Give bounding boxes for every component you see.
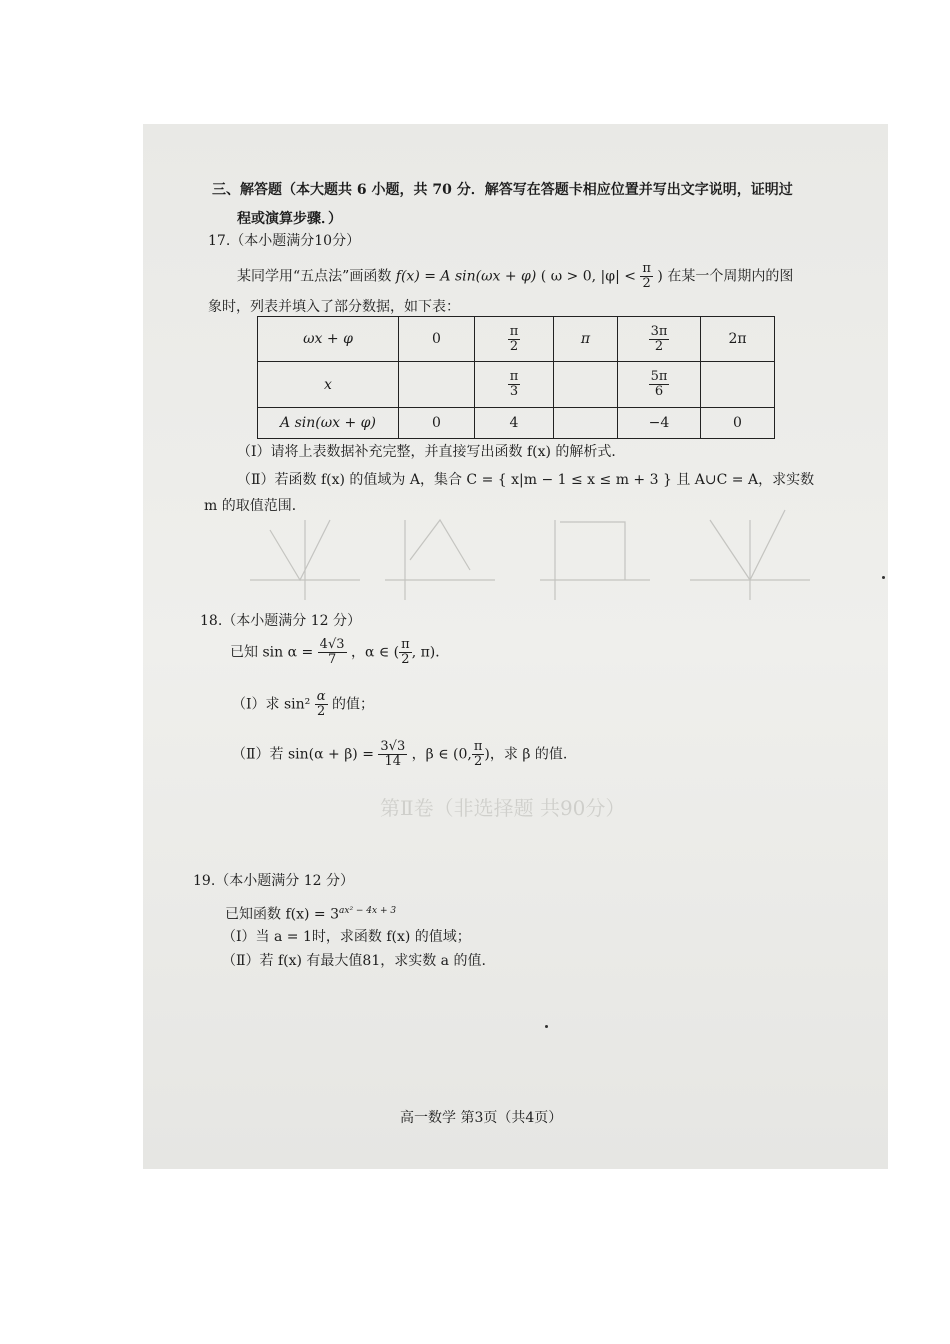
cell-frac [649, 370, 670, 399]
table-cell-empty [554, 362, 618, 408]
frac-num: α [316, 689, 326, 704]
frac-den: 3 [509, 384, 519, 399]
q19-part2: （Ⅱ）若 f(x) 有最大值81，求实数 a 的值. [222, 953, 486, 969]
frac-num: π [509, 369, 519, 384]
table-cell: 0 [399, 408, 475, 439]
q18-part1 [232, 690, 374, 719]
q18-part1-a: （Ⅰ）求 sin² [232, 696, 311, 713]
q17-part1: （Ⅰ）请将上表数据补充完整，并直接写出函数 f(x) 的解析式． [237, 444, 626, 460]
table-cell-empty [701, 362, 775, 408]
row-label-value: A sin(ωx + φ) [258, 408, 399, 439]
frac-den: 14 [384, 754, 402, 769]
q17-intro-text-b: ) 在某一个周期内的图 [657, 268, 794, 285]
frac-den: 2 [316, 704, 326, 719]
page-footer: 高一数学 第3页（共4页） [400, 1110, 563, 1126]
q19-part1: （Ⅰ）当 a = 1时，求函数 f(x) 的值域； [222, 929, 471, 945]
table-cell: 2π [701, 317, 775, 362]
frac-num: π [509, 323, 519, 339]
q19-header: 19.（本小题满分 12 分） [193, 873, 354, 889]
q18-header: 18.（本小题满分 12 分） [200, 613, 361, 629]
q18-part2 [232, 740, 567, 769]
cell-frac [649, 325, 670, 354]
q18-sin-value [318, 638, 347, 667]
q18-given-a: 已知 sin α = [230, 644, 314, 661]
section-heading-cont: 程或演算步骤．） [237, 211, 342, 227]
q18-part2-c: )，求 β 的值. [484, 746, 568, 763]
q19-given-text: 已知函数 f(x) = 3 [225, 906, 339, 923]
q17-intro-text: 某同学用“五点法”画函数 [237, 268, 392, 285]
table-cell: −4 [618, 408, 701, 439]
five-point-table [257, 316, 775, 439]
bleed-through-graphs [230, 500, 830, 620]
row-label-x: x [258, 362, 399, 408]
q17-pi-over-2 [640, 262, 653, 291]
q19-exponent: ax² − 4x + 3 [339, 906, 397, 916]
frac-num: π [401, 637, 410, 652]
frac-num: 4√3 [319, 637, 345, 652]
table-cell [475, 362, 554, 408]
q17-intro [237, 262, 793, 291]
q18-sin-sum-value [378, 740, 407, 769]
q18-part2-a: （Ⅱ）若 sin(α + β) = [232, 746, 374, 763]
q17-part2: （Ⅱ）若函数 f(x) 的值域为 A，集合 C = { x|m − 1 ≤ x ≤ m + 3 } 且 A∪C = A，求实数 [237, 472, 815, 488]
frac-den: 2 [401, 652, 410, 667]
frac-den: 2 [654, 338, 664, 354]
table-cell-empty [399, 362, 475, 408]
table-cell [618, 317, 701, 362]
frac-den: 7 [327, 652, 337, 667]
frac-den: 2 [509, 338, 519, 354]
cell-frac [508, 370, 521, 399]
bleed-through-title: 第Ⅱ卷（非选择题 共90分） [380, 796, 626, 820]
speck [545, 1025, 548, 1028]
frac-den: 2 [473, 754, 483, 769]
q18-given-c: , π)． [411, 644, 450, 661]
row-label-phase: ωx + φ [258, 317, 399, 362]
q17-function: f(x) = A sin(ωx + φ) [395, 268, 537, 285]
table-cell: 0 [399, 317, 475, 362]
table-cell [475, 317, 554, 362]
frac-num: π [642, 261, 651, 276]
frac-num: 3π [650, 323, 668, 339]
q18-alpha-over-2 [315, 690, 328, 719]
q18-pi-over-2 [399, 638, 412, 667]
q17-condition: ( ω > 0, |φ| < [540, 268, 636, 285]
table-cell-empty [554, 408, 618, 439]
speck [882, 576, 885, 579]
q18-given [230, 638, 449, 667]
q19-given [225, 902, 396, 924]
q18-part2-b: ，β ∈ (0, [411, 746, 472, 763]
q17-part2-cont: m 的取值范围． [204, 498, 306, 514]
q18-beta-bound [472, 740, 485, 769]
cell-frac [508, 325, 521, 354]
frac-num: 3√3 [380, 739, 406, 754]
q18-given-b: ，α ∈ ( [350, 644, 400, 661]
table-cell: 4 [475, 408, 554, 439]
frac-num: π [473, 739, 483, 754]
q17-intro-line2: 象时，列表并填入了部分数据，如下表： [208, 299, 460, 315]
table-cell: π [554, 317, 618, 362]
table-cell [618, 362, 701, 408]
frac-den: 6 [654, 384, 664, 399]
q18-part1-b: 的值； [331, 696, 374, 713]
frac-num: 5π [650, 369, 668, 384]
table-cell: 0 [701, 408, 775, 439]
q17-header: 17.（本小题满分10分） [208, 233, 361, 249]
frac-den: 2 [642, 276, 651, 291]
section-heading: 三、解答题（本大题共 6 小题，共 70 分．解答写在答题卡相应位置并写出文字说明，证明过 [212, 182, 793, 198]
